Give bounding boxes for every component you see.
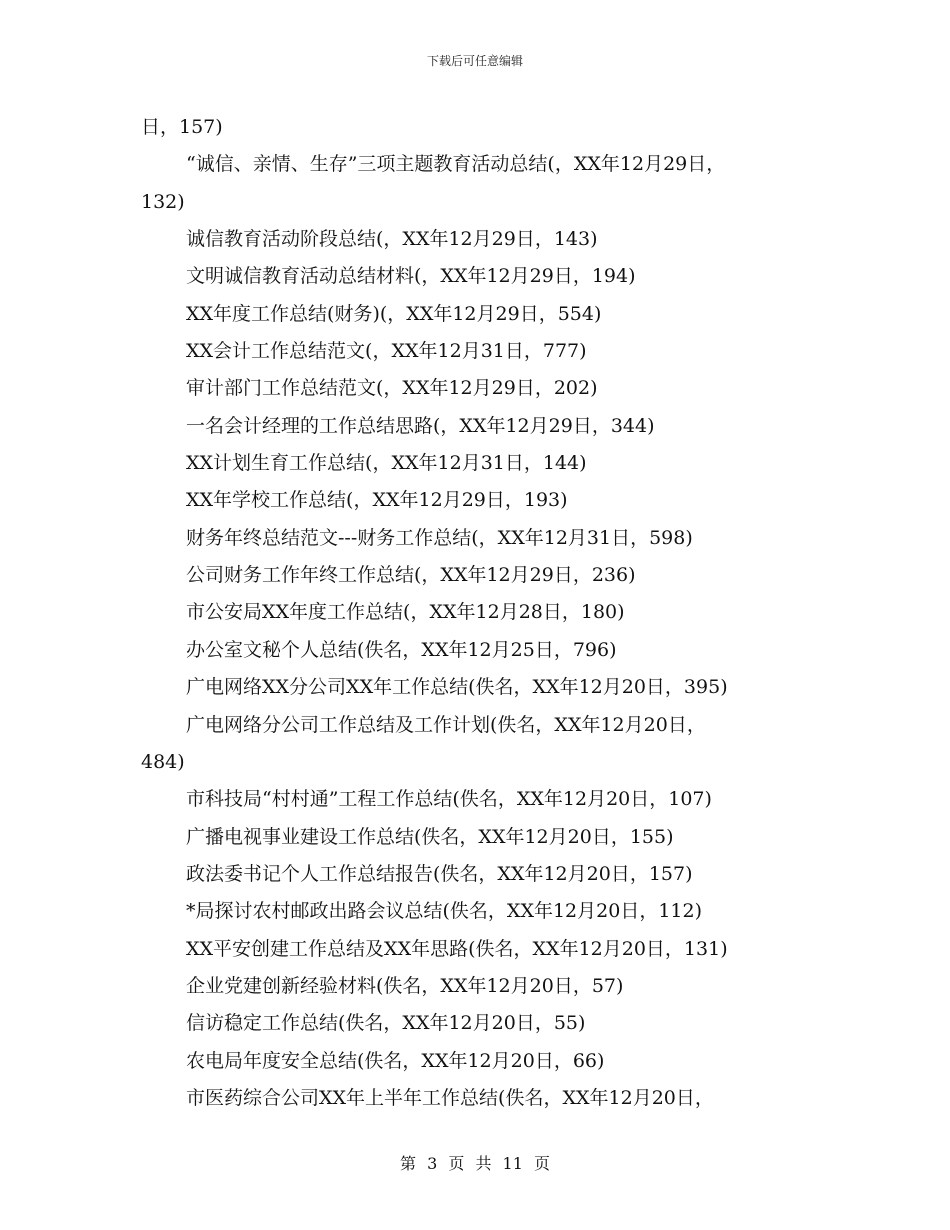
document-line: 公司财务工作年终工作总结(，XX年12月29日，236) xyxy=(186,564,636,587)
document-line: 文明诚信教育活动总结材料(，XX年12月29日，194) xyxy=(186,265,636,288)
document-line: 市科技局“村村通”工程工作总结(佚名，XX年12月20日，107) xyxy=(186,788,712,811)
document-line: 市医药综合公司XX年上半年工作总结(佚名，XX年12月20日， xyxy=(186,1086,714,1109)
document-line: 农电局年度安全总结(佚名，XX年12月20日，66) xyxy=(186,1049,605,1072)
document-line: 132) xyxy=(141,190,185,213)
document-line: *局探讨农村邮政出路会议总结(佚名，XX年12月20日，112) xyxy=(186,900,702,923)
document-line: XX年学校工作总结(，XX年12月29日，193) xyxy=(186,489,568,512)
document-line: 市公安局XX年度工作总结(，XX年12月28日，180) xyxy=(186,601,625,624)
document-line: XX平安创建工作总结及XX年思路(佚名，XX年12月20日，131) xyxy=(186,937,728,960)
document-line: 日，157) xyxy=(141,116,223,138)
document-line: 政法委书记个人工作总结报告(佚名，XX年12月20日，157) xyxy=(186,862,693,885)
document-line: 广电网络XX分公司XX年工作总结(佚名，XX年12月20日，395) xyxy=(186,676,728,699)
document-line: XX会计工作总结范文(，XX年12月31日，777) xyxy=(186,340,587,363)
document-line: XX年度工作总结(财务)(，XX年12月29日，554) xyxy=(186,302,602,325)
document-line: 诚信教育活动阶段总结(，XX年12月29日，143) xyxy=(186,228,598,251)
document-line: XX计划生育工作总结(，XX年12月31日，144) xyxy=(186,452,587,475)
document-line: 企业党建创新经验材料(佚名，XX年12月20日，57) xyxy=(186,974,624,997)
document-line: 广电网络分公司工作总结及工作计划(佚名，XX年12月20日， xyxy=(186,713,706,736)
page-footer: 第 3 页 共 11 页 xyxy=(400,1154,550,1173)
document-line: 信访稳定工作总结(佚名，XX年12月20日，55) xyxy=(186,1012,586,1035)
document-line: “诚信、亲情、生存”三项主题教育活动总结(，XX年12月29日， xyxy=(186,153,726,176)
document-line: 审计部门工作总结范文(，XX年12月29日，202) xyxy=(186,377,598,400)
document-line: 财务年终总结范文---财务工作总结(，XX年12月31日，598) xyxy=(186,526,693,549)
document-line: 一名会计经理的工作总结思路(，XX年12月29日，344) xyxy=(186,414,655,437)
page-header: 下载后可任意编辑 xyxy=(426,54,523,68)
document-body xyxy=(141,109,816,1117)
document-line: 办公室文秘个人总结(佚名，XX年12月25日，796) xyxy=(186,638,617,661)
document-line: 484) xyxy=(141,750,185,773)
document-line: 广播电视事业建设工作总结(佚名，XX年12月20日，155) xyxy=(186,825,674,848)
